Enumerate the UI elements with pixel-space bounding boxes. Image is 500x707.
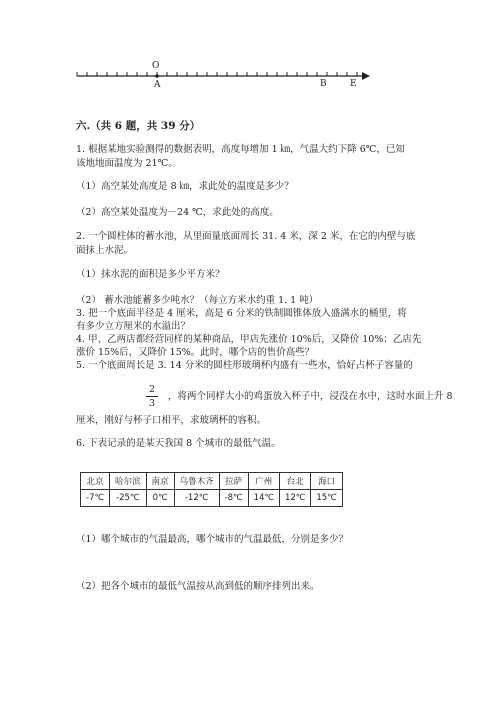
q1-line2: 该地地面温度为 21℃。 [76,158,178,169]
q6-sub1: （1）哪个城市的气温最高，哪个城市的气温最低，分别是多少？ [76,534,349,545]
city-cell: 广州 [248,473,279,490]
q2-line1: 2. 一个圆柱体的蓄水池，从里面量底面周长 31. 4 米，深 2 米，在它的内壁与底 [76,231,416,242]
temp-cell: -12℃ [174,490,219,507]
q2-line2: 面抹上水泥。 [76,245,134,256]
q3-line2: 有多少立方厘米的水溢出？ [76,321,191,332]
q5-line3: 厘米，刚好与杯子口相平，求玻璃杯的容积。 [76,415,267,426]
table-row-temps [81,490,343,507]
q2-sub2: （2） 蓄水池能蓄多少吨水？（每立方米水约重 1. 1 吨） [76,295,319,306]
city-cell: 南京 [146,473,174,490]
point-label-b: B [320,79,327,89]
point-label-o: O [152,61,160,71]
q1-line1: 1. 根据某地实验测得的数据表明，高度每增加 1 ㎞，气温大约下降 6℃，已知 [76,144,405,155]
temp-cell: -7℃ [81,490,110,507]
q4-line1: 4. 甲、乙两店都经营同样的某种商品，甲店先涨价 10%后，又降价 10%；乙店先 [76,334,422,345]
q3-line1: 3. 把一个底面半径是 4 厘米，高是 6 分米的铁制圆锥体放入盛满水的桶里，将 [76,308,407,319]
temp-cell: 14℃ [248,490,279,507]
city-cell: 乌鲁木齐 [174,473,219,490]
q5-line1: 5. 一个底面周长是 3. 14 分米的圆柱形玻璃杯内盛有一些水，恰好占杯子容量的 [76,360,413,371]
q6-sub2: （2）把各个城市的最低气温按从高到低的顺序排列出来。 [76,581,320,592]
section-title: 六.（共 6 题，共 39 分） [76,120,201,132]
temp-cell: 15℃ [311,490,342,507]
q5-fraction [146,384,158,409]
point-label-a: A [154,80,161,90]
temperature-table [80,472,343,507]
temp-cell: -25℃ [110,490,147,507]
number-line [70,60,370,95]
q5-fraction-denominator: 3 [148,398,156,409]
temp-cell: 12℃ [279,490,310,507]
temp-cell: -8℃ [219,490,248,507]
q5-fraction-numerator: 2 [148,384,156,395]
fraction-bar [146,396,158,397]
point-label-e: E [350,79,357,89]
q1-sub1: （1）高空某处高度是 8 ㎞，求此处的温度是多少？ [76,181,294,192]
q1-sub2: （2）高空某处温度为－24 ℃，求此处的高度。 [76,207,279,218]
city-cell: 拉萨 [219,473,248,490]
temp-cell: 0℃ [146,490,174,507]
city-cell: 台北 [279,473,310,490]
q4-line2: 涨价 15%后，又降价 15%。此时，哪个店的售价高些？ [76,347,315,358]
city-cell: 海口 [311,473,342,490]
city-cell: 哈尔滨 [110,473,147,490]
table-row-cities [81,473,343,490]
q5-line2: ，将两个同样大小的鸡蛋放入杯子中，浸没在水中，这时水面上升 8 [168,391,453,402]
q2-sub1: （1）抹水泥的面积是多少平方米？ [76,269,225,280]
q6-line1: 6. 下表记录的是某天我国 8 个城市的最低气温。 [76,438,281,449]
city-cell: 北京 [81,473,110,490]
